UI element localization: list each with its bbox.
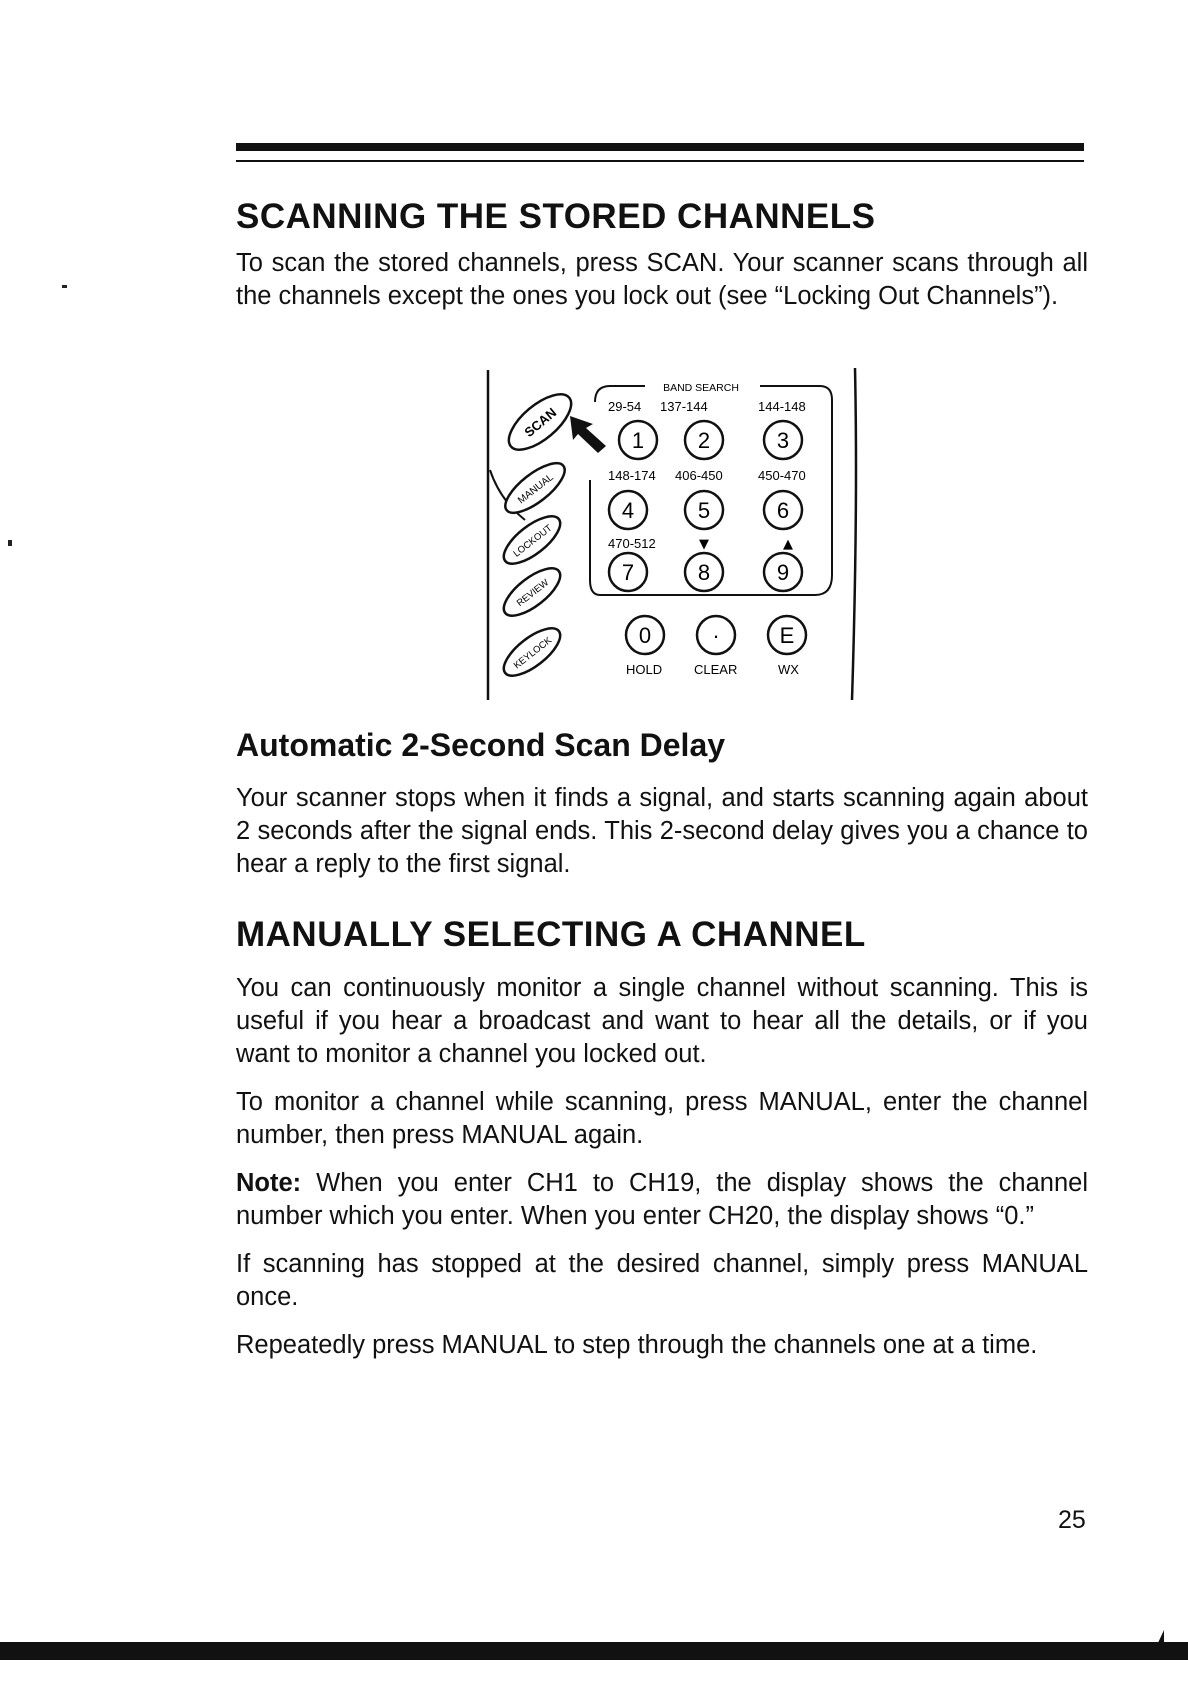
svg-text:E: E <box>779 623 795 648</box>
key-e-wx[interactable] <box>768 616 806 654</box>
section-manual <box>236 914 1088 1362</box>
header-rule-thin <box>236 160 1084 162</box>
svg-text:LOCKOUT: LOCKOUT <box>511 522 555 560</box>
key-7[interactable] <box>609 553 647 591</box>
key-3[interactable] <box>764 421 802 459</box>
manual-paragraph-2: To monitor a channel while scanning, press MANUAL, enter the channel number, then press MANUAL again. <box>236 1088 1088 1149</box>
range-label: 137-144 <box>660 399 708 414</box>
scan-speck <box>62 285 67 288</box>
section-scan-delay <box>236 725 1088 881</box>
key-9[interactable] <box>764 553 802 591</box>
scan-speck <box>8 540 12 546</box>
lockout-button[interactable] <box>497 508 568 572</box>
key-1[interactable] <box>619 421 657 459</box>
bottom-scan-edge-tip <box>1150 1630 1164 1660</box>
svg-text:9: 9 <box>776 560 790 585</box>
range-label: 144-148 <box>758 399 806 414</box>
page-number: 25 <box>1058 1506 1086 1534</box>
note-text: When you enter CH1 to CH19, the display shows the channel number which you enter. When you enter CH20, the display shows “0.” <box>236 1169 1088 1230</box>
svg-text:7: 7 <box>621 560 635 585</box>
scan-delay-paragraph: Your scanner stops when it finds a signal, and starts scanning again about 2 seconds after the signal ends. This 2-second delay gives you a chance to hear a reply to the first signal. <box>236 784 1088 878</box>
svg-text:5: 5 <box>697 498 711 523</box>
manual-paragraph-1: You can continuously monitor a single channel without scanning. This is useful if you hear a broadcast and want to hear all the details, or if you want to monitor a channel you locked out. <box>236 974 1088 1068</box>
bottom-scan-edge <box>0 1642 1188 1660</box>
key-5[interactable] <box>685 491 723 529</box>
svg-text:2: 2 <box>697 428 711 453</box>
scanning-paragraph: To scan the stored channels, press SCAN. Your scanner scans through all the channels except the ones you lock out (see “Locking Out Channels”). <box>236 249 1088 310</box>
up-arrow-icon: ▲ <box>783 537 793 552</box>
range-label: 29-54 <box>608 399 642 414</box>
hold-label: HOLD <box>626 662 663 677</box>
review-button[interactable] <box>497 560 568 624</box>
section-title-manual: MANUALLY SELECTING A CHANNEL <box>236 915 866 954</box>
key-8[interactable] <box>685 553 723 591</box>
range-label: 148-174 <box>608 468 656 483</box>
keylock-button[interactable] <box>497 620 568 684</box>
manual-button[interactable] <box>498 455 572 521</box>
range-label: 406-450 <box>675 468 723 483</box>
range-label: 450-470 <box>758 468 806 483</box>
manual-paragraph-3: If scanning has stopped at the desired channel, simply press MANUAL once. <box>236 1250 1088 1311</box>
pointer-arrow-icon <box>570 416 606 453</box>
header-rule-thick <box>236 143 1084 151</box>
down-arrow-icon: ▼ <box>699 537 709 552</box>
svg-text:8: 8 <box>697 560 711 585</box>
manual-paragraph-4: Repeatedly press MANUAL to step through the channels one at a time. <box>236 1331 1038 1359</box>
range-label: 470-512 <box>608 536 656 551</box>
clear-label: CLEAR <box>694 662 738 677</box>
section-title-scanning: SCANNING THE STORED CHANNELS <box>236 197 876 236</box>
svg-text:REVIEW: REVIEW <box>514 577 552 610</box>
scan-button[interactable] <box>500 385 580 460</box>
scanner-keypad-figure <box>480 360 870 705</box>
key-2[interactable] <box>685 421 723 459</box>
section-title-scan-delay: Automatic 2-Second Scan Delay <box>236 727 726 763</box>
note-label: Note: <box>236 1169 302 1197</box>
keypad-illustration <box>480 360 870 705</box>
band-search-label: BAND SEARCH <box>663 382 739 394</box>
svg-text:·: · <box>712 623 720 648</box>
svg-text:1: 1 <box>631 428 645 453</box>
key-dot-clear[interactable] <box>697 616 735 654</box>
svg-text:3: 3 <box>776 428 790 453</box>
svg-text:SCAN: SCAN <box>521 404 560 440</box>
svg-text:0: 0 <box>638 623 652 648</box>
manual-note <box>236 1167 1088 1233</box>
key-4[interactable] <box>609 491 647 529</box>
wx-label: WX <box>778 662 799 677</box>
svg-text:MANUAL: MANUAL <box>516 472 556 507</box>
svg-text:4: 4 <box>621 498 635 523</box>
section-scanning <box>236 196 1088 313</box>
key-6[interactable] <box>764 491 802 529</box>
svg-text:6: 6 <box>776 498 790 523</box>
key-0-hold[interactable] <box>626 616 664 654</box>
svg-text:KEYLOCK: KEYLOCK <box>511 635 554 672</box>
